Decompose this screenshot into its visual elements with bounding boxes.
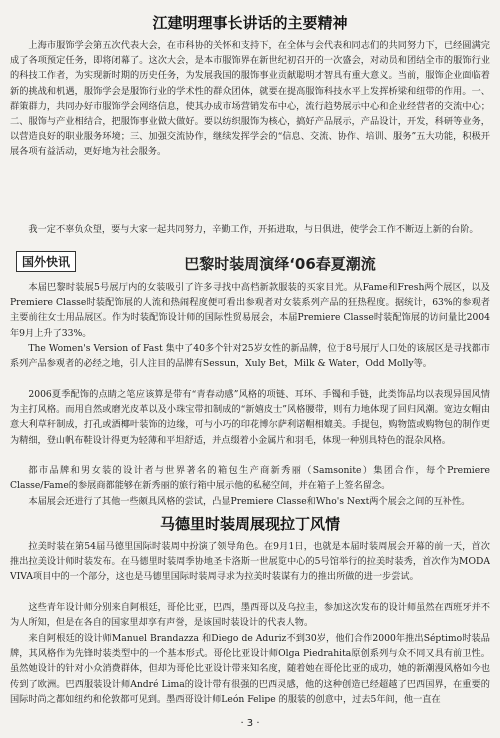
article-2-paragraph-4: 都市品牌和男女装的设计者与世界著名的箱包生产商新秀丽（Samsonite）集团合作，每个Premiere Classe/Fame的参展商都能够在新秀丽的旅行箱中展示他的私秘空间，并在箱子上签名留念。 (10, 465, 490, 492)
article-3-paragraph-3: 来自阿根廷的设计师Manuel Brandazza 和Diego de Aduriz不到30岁，他们合作2000年推出Séptimo时装品牌，其风格作为先锋时装类型中的一个基本形式。哥伦比亚设计师Olga Piedrahita原创系列与众不同又具有前卫性。虽然她设计的针对小众消费群体，但却为哥伦比亚设计带来知名度，随着她在哥伦比亚的成功，她的新潮漫风格如今也传到了欧洲。巴西服装设计师André Lima的设计带有很强的巴西灵感，他的这种创造已经超越了巴西国界，在重要的国际时尚之都如纽约和伦敦都可见到。墨西哥设计师León Felipe 的服装的创意中，过去5年间，他一直在 (10, 633, 490, 705)
news-tag: 国外快讯 (16, 251, 76, 272)
article-2-header (10, 249, 490, 279)
article-2-paragraph-5: 本届展会还进行了其他一些颇具风格的尝试，凸显Premiere Classe和Who's Next两个展会之间的互补性。 (28, 496, 471, 507)
article-2-paragraph-1: 本届巴黎时装展5号展厅内的女装吸引了许多寻找中高档新款服装的买家目光。从Fame和Fresh两个展区，以及Premiere Classe时装配饰展的人流和热闹程度便可看出参观者对女装系列产品的狂热程度。据统计，63%的参观者主要前往女士用品展区。作为时装配饰设计师的国际性贸易展会，本届Premiere Classe时装配饰展的访问量比2004年9月上升了33%。 (10, 282, 490, 339)
article-1-paragraph-1: 上海市服饰学会第五次代表大会，在市科协的关怀和支持下，在全体与会代表和同志们的共同努力下，已经圆满完成了各项预定任务，即将闭幕了。这次大会，是本市服饰界在新世纪初召开的一次盛会，对动员和团结全市的服饰行业的科技工作者，为实现新时期的历史任务，为发展我国的服饰事业贡献聪明才智具有重大意义。当前，服饰企业面临着新的挑战和机遇，服饰学会是服饰行业的学术性的群众团体，就要在提高服饰科技水平上发挥桥梁和纽带的作用。一、群策群力，共同办好市服饰学会网络信息，使其办成市场营销发布中心，流行趋势展示中心和企业经营者的交流中心；二、服饰与产业相结合，把服饰事业做大做好。要以纺织服饰为核心，搞好产品展示，产品设计，开发，科研等业务，以营造良好的职业服务环境；三、加强交流协作，继续发挥学会的“信息、交流、协作、培训、服务”五大功能，积极开展各项有益活动，更好地为社会服务。 (10, 40, 490, 158)
page-number: · 3 · (240, 718, 260, 729)
article-2-paragraph-3: 2006夏季配饰的点睛之笔应该算是带有“青春动感”风格的项链、耳环、手镯和手链，此类饰品均以表现异国风情为主打风格。而用自然或磨光皮革以及小珠宝带扣制成的“新嬉皮士”风格腰带，则有力地体现了回归风潮。宽边女帽由意大利草秆制成，打孔或酒椰叶装饰的边缘，可与小巧的印花博尔萨利诺帽相媲美。手提包，购物篮或购物包的制作更为精细，登山帆布鞋设计得更为轻薄和平坦舒适，并点缀着小金属片和羽毛，体现一种别具特色的混杂风格。 (10, 389, 490, 446)
article-3-title: 马德里时装周展现拉丁风情 (159, 515, 340, 533)
article-3-paragraph-1: 拉美时装在第54届马德里国际时装周中扮演了领导角色。在9月1日，也就是本届时装周展会开幕的前一天，首次推出拉美设计师时装发布。在马德里时装周季协地圣卡洛斯一世展览中心的5号馆举行的拉美时装秀，首次作为MODA VIVA项目中的一个部分，这也是马德里国际时装周寻求为拉美时装谋有力的推出所做的进一步尝试。 (10, 541, 490, 583)
article-1-paragraph-2: 我一定不辜负众望，要与大家一起共同努力，辛勤工作，开拓进取，与日俱进，使学会工作不断迈上新的台阶。 (28, 224, 479, 235)
article-2-paragraph-2: The Women's Version of Fast 集中了40多个针对25岁女性的新品牌，位于8号展厅人口处的该展区是寻找都市系列产品参观者的必经之地，引人注目的品牌有Sessun，Xuly Bet，Milk & Water，Odd Molly等。 (10, 343, 490, 370)
article-1-title: 江建明理事长讲话的主要精神 (152, 14, 348, 32)
article-2-title: 巴黎时装周演绎‘06春夏潮流 (184, 255, 376, 273)
article-3-paragraph-2: 这些青年设计师分别来自阿根廷，哥伦比亚，巴西，墨西哥以及乌拉圭，参加这次发布的设计师虽然在西班牙并不为人所知，但是在各自的国家里却享有声誉，是该国时装设计的代表人物。 (10, 602, 490, 629)
